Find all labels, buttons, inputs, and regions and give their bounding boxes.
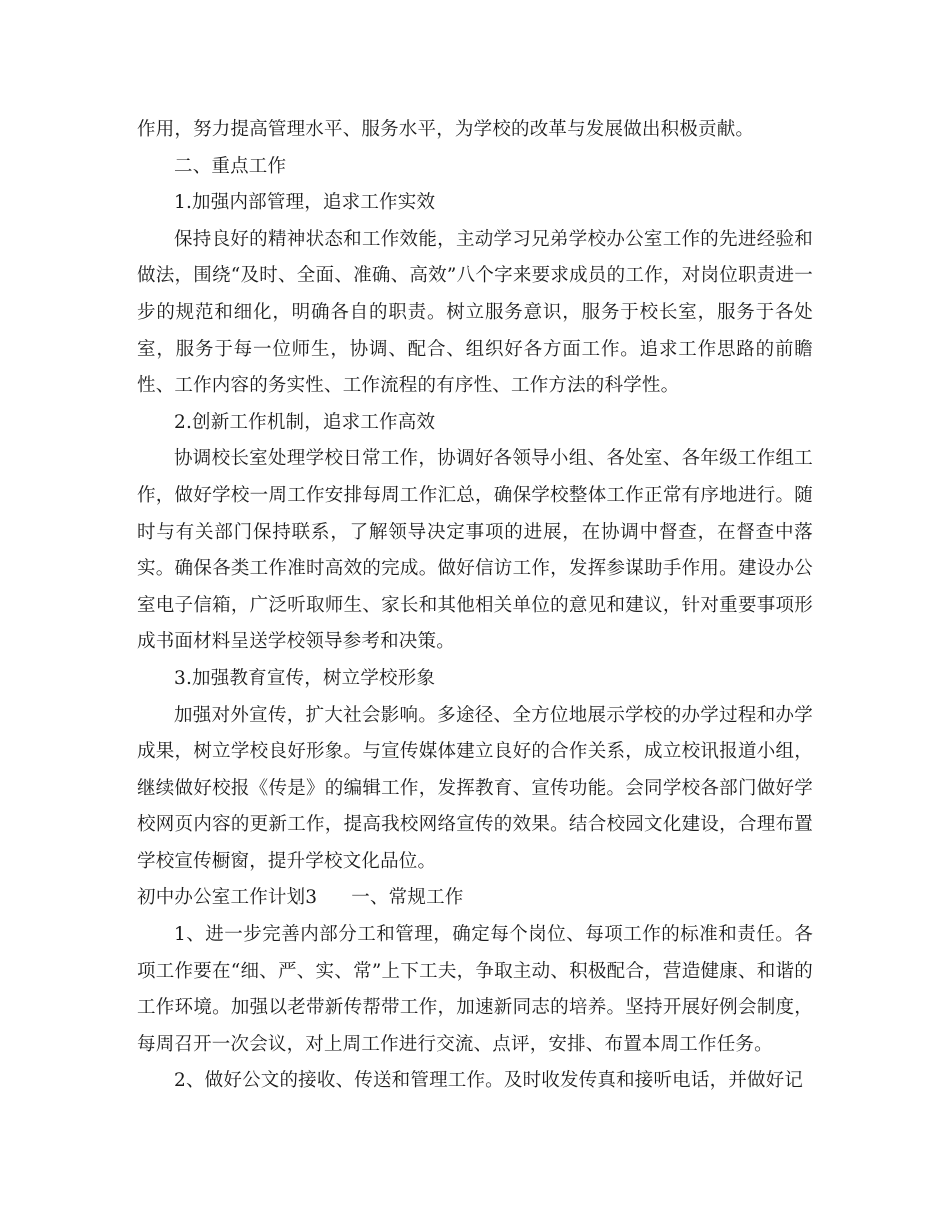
subheading-internal-management: 1.加强内部管理，追求工作实效	[174, 192, 436, 214]
section-heading: 二、重点工作	[174, 155, 287, 177]
paragraph-routine-1: 1、进一步完善内部分工和管理，确定每个岗位、每项工作的标准和责任。各项工作要在“细、严、实、常”上下工夫，争取主动、积极配合，营造健康、和谐的工作环境。加强以老带新传帮带工作，加速新同志的培养。坚持开展好例会制度，每周召开一次会议，对上周工作进行交流、点评，安排、布置本周工作任务。	[137, 924, 813, 1055]
subheading-work-mechanism: 2.创新工作机制，追求工作高效	[174, 411, 436, 433]
plan-section-heading: 一、常规工作	[351, 887, 464, 909]
paragraph-internal-management: 保持良好的精神状态和工作效能，主动学习兄弟学校办公室工作的先进经验和做法，围绕“及时、全面、准确、高效”八个字来要求成员的工作，对岗位职责进一步的规范和细化，明确各自的职责。树立服务意识，服务于校长室，服务于各处室，服务于每一位师生，协调、配合、组织好各方面工作。追求工作思路的前瞻性、工作内容的务实性、工作流程的有序性、工作方法的科学性。	[137, 228, 813, 397]
plan-title: 初中办公室工作计划3	[137, 887, 318, 909]
paragraph-work-mechanism: 协调校长室处理学校日常工作，协调好各领导小组、各处室、各年级工作组工作，做好学校一周工作安排每周工作汇总，确保学校整体工作正常有序地进行。随时与有关部门保持联系，了解领导决定事项的进展，在协调中督查，在督查中落实。确保各类工作准时高效的完成。做好信访工作，发挥参谋助手作用。建设办公室电子信箱，广泛听取师生、家长和其他相关单位的意见和建议，针对重要事项形成书面材料呈送学校领导参考和决策。	[137, 448, 813, 653]
paragraph-tail: 作用，努力提高管理水平、服务水平，为学校的改革与发展做出积极贡献。	[137, 119, 755, 140]
document-body	[137, 112, 813, 1100]
plan-title-line	[137, 880, 813, 917]
paragraph-routine-2: 2、做好公文的接收、传送和管理工作。及时收发传真和接听电话，并做好记	[174, 1070, 804, 1092]
subheading-education-publicity: 3.加强教育宣传，树立学校形象	[174, 667, 436, 689]
paragraph-education-publicity: 加强对外宣传，扩大社会影响。多途径、全方位地展示学校的办学过程和办学成果，树立学校良好形象。与宣传媒体建立良好的合作关系，成立校讯报道小组，继续做好校报《传是》的编辑工作，发挥教育、宣传功能。会同学校各部门做好学校网页内容的更新工作，提高我校网络宣传的效果。结合校园文化建设，合理布置学校宣传橱窗，提升学校文化品位。	[137, 704, 813, 872]
